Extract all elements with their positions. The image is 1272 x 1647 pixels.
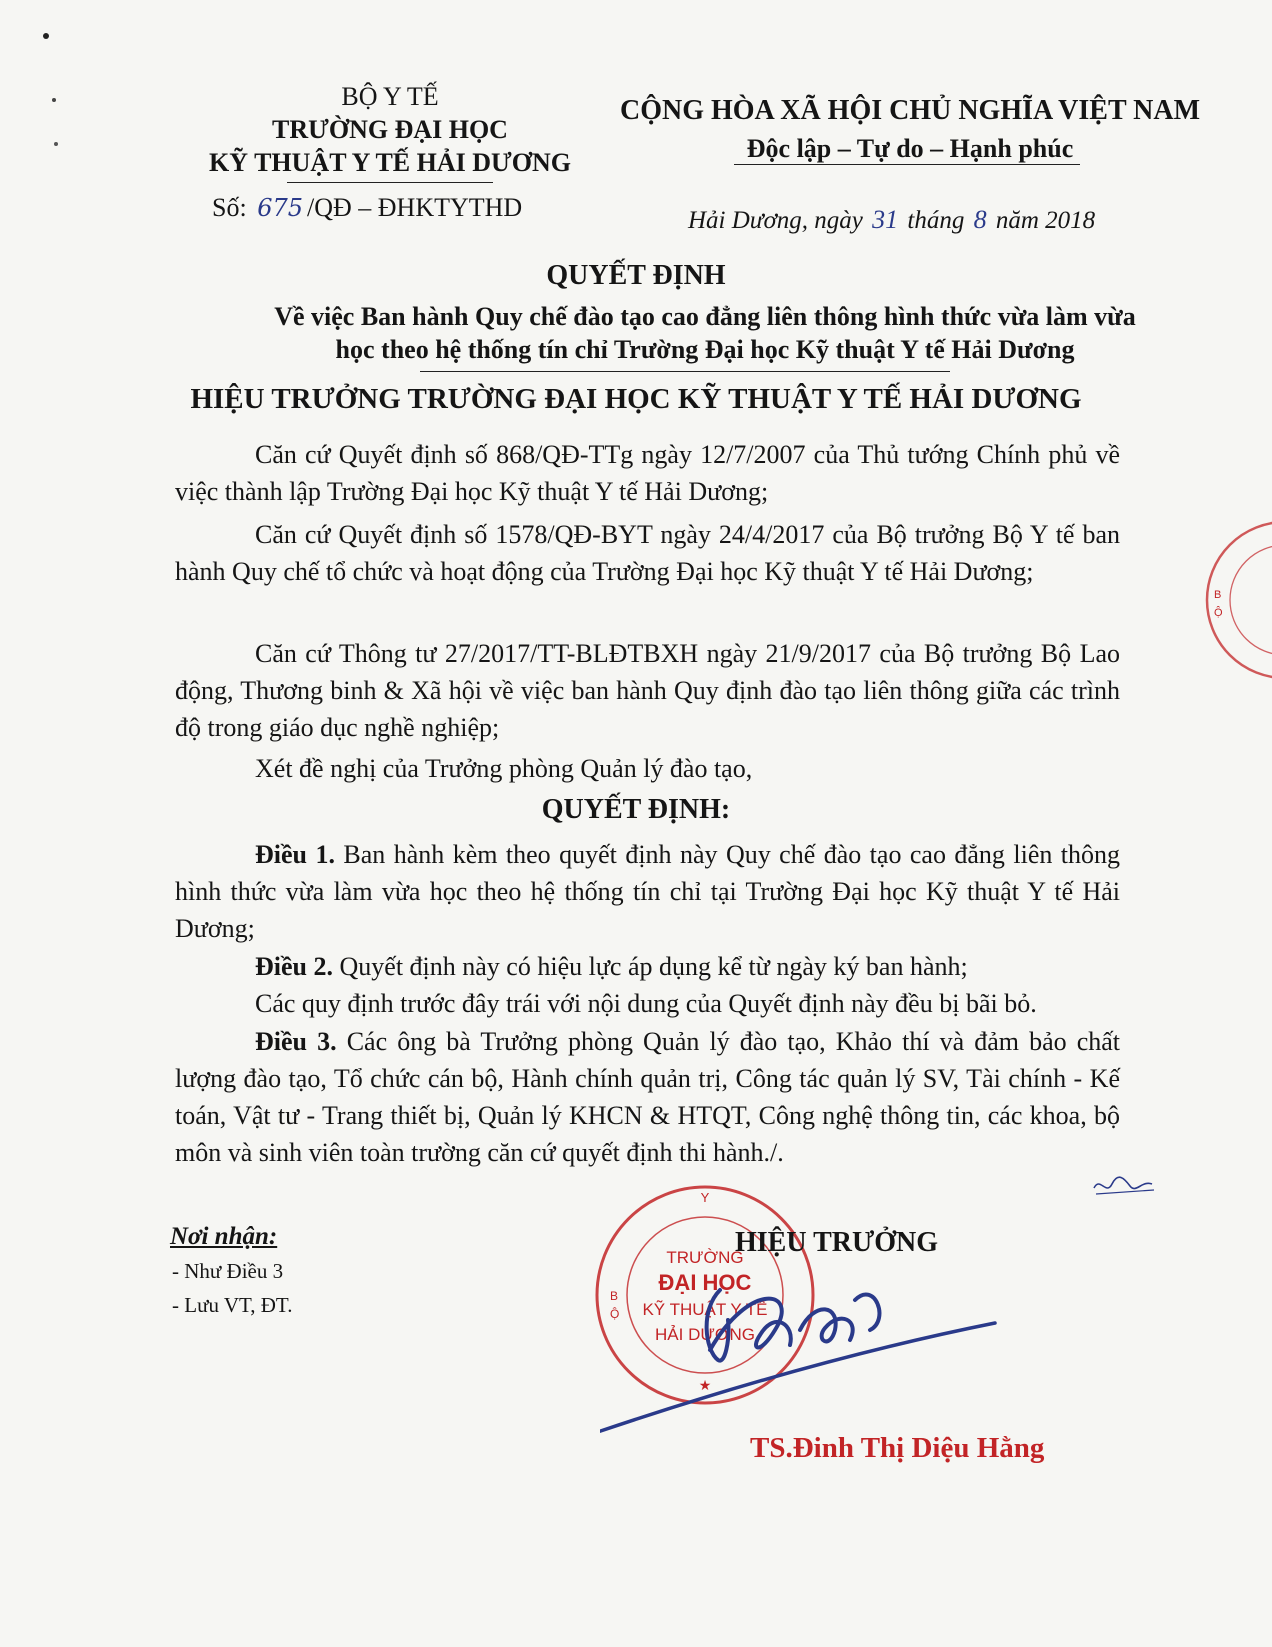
svg-text:B: B (1214, 589, 1222, 601)
subtitle-underline (420, 371, 950, 372)
national-heading (610, 92, 1210, 168)
basis-3: Căn cứ Thông tư 27/2017/TT-BLĐTBXH ngày 21/9/2017 của Bộ trưởng Bộ Lao động, Thương binh & Xã hội về việc ban hành Quy định đào tạo liên thông giữa các trình độ trong giáo dục nghề nghiệp; (175, 639, 1120, 742)
issuer-block (170, 80, 610, 179)
national-motto: Độc lập – Tự do – Hạnh phúc (746, 134, 1074, 163)
date-month: 8 (973, 205, 987, 234)
svg-text:Ộ: Ộ (610, 1307, 620, 1321)
article-1 (175, 836, 1120, 947)
recipient-item: - Như Điều 3 (172, 1259, 284, 1283)
document-title: QUYẾT ĐỊNH (546, 260, 726, 291)
article-2-text: Quyết định này có hiệu lực áp dụng kể từ ngày ký ban hành; (339, 952, 968, 981)
doc-no-suffix: /QĐ – ĐHKTYTHD (307, 193, 523, 222)
initials-mark (1090, 1170, 1160, 1200)
school-name-line2: KỸ THUẬT Y TẾ HẢI DƯƠNG (209, 148, 571, 177)
article-1-label: Điều 1. (255, 840, 335, 869)
ministry-name: BỘ Y TẾ (341, 82, 439, 111)
basis-2: Căn cứ Quyết định số 1578/QĐ-BYT ngày 24/4/2017 của Bộ trưởng Bộ Y tế ban hành Quy chế tổ chức và hoạt động của Trường Đại học Kỹ thuật Y tế Hải Dương; (175, 520, 1120, 586)
date-day: 31 (872, 205, 899, 234)
svg-text:Ộ: Ộ (1214, 607, 1223, 619)
signer-title: HIỆU TRƯỞNG (735, 1227, 939, 1258)
page-edge-seal (1190, 520, 1272, 680)
signer-name: TS.Đinh Thị Diệu Hằng (750, 1432, 1045, 1464)
article-3-label: Điều 3. (255, 1027, 337, 1056)
svg-text:★: ★ (698, 1377, 712, 1393)
school-name-line1: TRƯỜNG ĐẠI HỌC (272, 115, 508, 144)
article-2-label: Điều 2. (255, 952, 333, 981)
article-3-text: Các ông bà Trưởng phòng Quản lý đào tạo, Khảo thí và đảm bảo chất lượng đào tạo, Tổ chức cán bộ, Hành chính quản trị, Công tác quản lý SV, Tài chính - Kế toán, Vật tư - Trang thiết bị, Quản lý KHCN & HTQT, Công nghệ thông tin, các khoa, bộ môn và sinh viên toàn trường căn cứ quyết định thi hành./. (175, 1027, 1121, 1167)
document-number (212, 193, 522, 223)
article-3 (175, 1023, 1120, 1171)
article-2 (175, 948, 1120, 985)
country-name: CỘNG HÒA XÃ HỘI CHỦ NGHĨA VIỆT NAM (619, 95, 1201, 126)
doc-no-handwritten: 675 (257, 194, 303, 222)
authority-heading: HIỆU TRƯỞNG TRƯỜNG ĐẠI HỌC KỸ THUẬT Y TẾ HẢI DƯƠNG (190, 383, 1082, 415)
issue-date (688, 205, 1095, 235)
svg-text:Y: Y (700, 1190, 710, 1205)
svg-text:B: B (610, 1289, 619, 1303)
recipient-item: - Lưu VT, ĐT. (172, 1293, 293, 1317)
basis-4: Xét đề nghị của Trưởng phòng Quản lý đào tạo, (255, 754, 753, 783)
article-2-continued: Các quy định trước đây trái với nội dung của Quyết định này đều bị bãi bỏ. (255, 989, 1037, 1018)
article-1-text: Ban hành kèm theo quyết định này Quy chế đào tạo cao đẳng liên thông hình thức vừa làm vừa học theo hệ thống tín chỉ tại Trường Đại học Kỹ thuật Y tế Hải Dương; (175, 840, 1121, 943)
date-prefix: Hải Dương, ngày (688, 207, 863, 234)
decision-heading: QUYẾT ĐỊNH: (541, 794, 731, 825)
issuer-underline (287, 182, 493, 183)
recipients-block (170, 1220, 292, 1322)
document-subtitle: Về việc Ban hành Quy chế đào tạo cao đẳng liên thông hình thức vừa làm vừa học theo hệ thống tín chỉ Trường Đại học Kỹ thuật Y tế Hải Dương (274, 302, 1136, 364)
recipients-title: Nơi nhận: (170, 1223, 278, 1250)
basis-1: Căn cứ Quyết định số 868/QĐ-TTg ngày 12/7/2007 của Thủ tướng Chính phủ về việc thành lập Trường Đại học Kỹ thuật Y tế Hải Dương; (175, 440, 1120, 506)
seal-line4: HẢI DƯƠNG (655, 1325, 755, 1344)
motto-underline (734, 164, 1080, 165)
scan-marks (40, 20, 80, 160)
date-year: năm 2018 (995, 207, 1096, 234)
date-month-word: tháng (907, 207, 965, 234)
seal-line3: KỸ THUẬT Y TẾ (642, 1300, 768, 1319)
seal-line2: ĐẠI HỌC (658, 1270, 752, 1295)
doc-no-prefix: Số: (212, 193, 247, 222)
seal-line1: TRƯỜNG (666, 1248, 744, 1267)
